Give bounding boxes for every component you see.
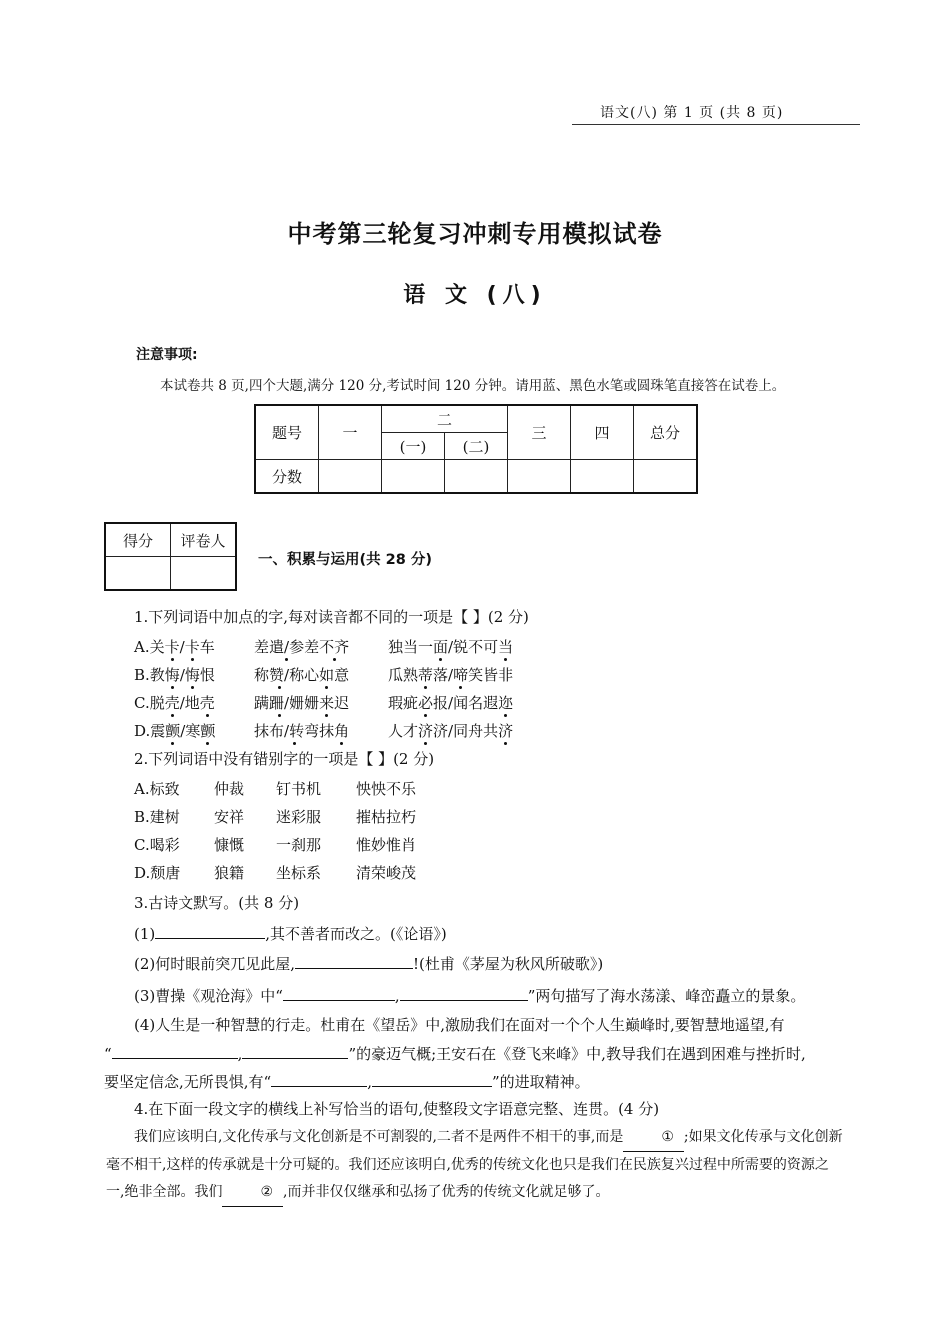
dotted-char: 啼 — [453, 666, 469, 684]
q1-option-c-group-2 — [254, 692, 349, 713]
q3-item-3-comma: , — [394, 987, 400, 1005]
option-text: 笑皆非 — [468, 666, 514, 684]
q3-item-4a: (4)人生是一种智慧的行走。杜甫在《望岳》中,激励我们在面对一个个人生巅峰时,要智慧地遥望,有 — [134, 1016, 785, 1034]
q1-option-a-group-1 — [134, 636, 215, 657]
dotted-char: 赞/ — [269, 666, 290, 684]
dotted-char: 悔 — [164, 666, 180, 684]
q1-option-d-group-2 — [254, 720, 349, 741]
q3-item-4-text-d: ”的豪迈气概;王安石在《登飞来峰》中,教导我们在遇到困难与挫折时, — [348, 1045, 806, 1063]
score-table-header-total: 总分 — [634, 405, 698, 460]
answer-blank[interactable] — [372, 1070, 492, 1087]
answer-blank[interactable] — [400, 984, 528, 1001]
q3-item-2-text-b: !(杜甫《茅屋为秋风所破歌》) — [413, 955, 604, 973]
q3-item-4-text-g: ”的进取精神。 — [492, 1073, 590, 1091]
option-text: C.脱 — [134, 694, 165, 712]
q1-option-d-group-3 — [388, 720, 513, 741]
score-cell[interactable] — [508, 460, 571, 494]
option-text: /寒 — [180, 722, 201, 740]
q2-option-a-word-2: 仲裁 — [214, 780, 245, 798]
option-text: 姗 — [289, 694, 305, 712]
grader-reviewer-cell[interactable] — [171, 557, 237, 591]
score-table-header-4: 四 — [571, 405, 634, 460]
q2-option-b-word-1: B.建树 — [134, 808, 180, 826]
q1-option-c-group-1 — [134, 692, 215, 713]
dotted-char: 遣/参 — [269, 638, 305, 656]
dotted-char: 迩 — [498, 694, 514, 712]
q2-option-d-word-2: 狼籍 — [214, 864, 245, 882]
notice-heading: 注意事项: — [136, 347, 198, 363]
q4-stem: 4.在下面一段文字的横线上补写恰当的语句,使整段文字语意完整、连贯。(4 分) — [134, 1100, 660, 1118]
answer-blank[interactable] — [112, 1042, 238, 1059]
option-text: 差 — [304, 638, 320, 656]
q2-option-b-word-4: 摧枯拉朽 — [356, 808, 417, 826]
option-text: B.教 — [134, 666, 165, 684]
option-text: 落/ — [433, 666, 454, 684]
header-rule — [572, 124, 860, 125]
notice-body: 本试卷共 8 页,四个大题,满分 120 分,考试时间 120 分钟。请用蓝、黑色水笔或圆珠笔直接答在试卷上。 — [160, 378, 786, 394]
option-text: 瑕疵 — [388, 694, 419, 712]
q1-option-b-group-2 — [254, 664, 349, 685]
dotted-char: 不齐 — [319, 638, 350, 656]
q2-option-b-word-2: 安祥 — [214, 808, 245, 826]
q4-blank-1[interactable]: ① — [623, 1124, 684, 1152]
dotted-char: 壳 — [199, 694, 215, 712]
score-cell[interactable] — [382, 460, 445, 494]
dotted-char: 跚/ — [269, 694, 290, 712]
q4-paragraph — [106, 1124, 846, 1207]
option-text: 抹 — [254, 722, 270, 740]
page-header: 语文(八) 第 1 页 (共 8 页) — [600, 105, 784, 121]
q1-option-a-group-3 — [388, 636, 513, 657]
q1-option-d-group-1 — [134, 720, 215, 741]
answer-blank[interactable] — [155, 922, 265, 939]
q1-option-c-group-3 — [388, 692, 513, 713]
q3-item-4-comma: , — [237, 1045, 243, 1063]
q4-text-3: ,而并非仅仅继承和弘扬了优秀的传统文化就足够了。 — [283, 1184, 610, 1200]
q3-item-2 — [134, 952, 603, 974]
q3-item-3-text-a: (3)曹操《观沧海》中“ — [134, 987, 283, 1005]
option-text: D.震 — [134, 722, 166, 740]
q1-option-b-group-1 — [134, 664, 215, 685]
answer-blank[interactable] — [295, 952, 413, 969]
dotted-char: 卡 — [184, 638, 200, 656]
option-text: 瓜熟 — [388, 666, 419, 684]
dotted-char: 颤 — [200, 722, 216, 740]
q2-option-a-word-4: 怏怏不乐 — [356, 780, 417, 798]
score-table-row-label: 分数 — [255, 460, 319, 494]
q2-option-c-word-1: C.喝彩 — [134, 836, 180, 854]
q3-stem: 3.古诗文默写。(共 8 分) — [134, 894, 300, 912]
q4-text-1: 我们应该明白,文化传承与文化创新是不可割裂的,二者不是两件不相干的事,而是 — [134, 1129, 624, 1145]
option-text: 差 — [254, 638, 270, 656]
q2-option-d-word-1: D.颓唐 — [134, 864, 181, 882]
answer-blank[interactable] — [242, 1042, 348, 1059]
option-text: 车 — [199, 638, 215, 656]
dotted-char: 心如意 — [304, 666, 350, 684]
q2-option-d-word-3: 坐标系 — [276, 864, 322, 882]
quote-open: “ — [104, 1045, 112, 1063]
score-table-header-2b: (二) — [445, 433, 508, 460]
q3-item-1-number: (1) — [134, 925, 156, 943]
score-table-header-3: 三 — [508, 405, 571, 460]
answer-blank[interactable] — [271, 1070, 367, 1087]
q4-blank-2[interactable]: ② — [222, 1179, 283, 1207]
option-text: A.关 — [134, 638, 165, 656]
q3-item-3 — [134, 984, 805, 1006]
grader-score-cell[interactable] — [105, 557, 171, 591]
q3-item-2-text-a: (2)何时眼前突兀见此屋, — [134, 955, 296, 973]
score-cell[interactable] — [445, 460, 508, 494]
q2-option-c-word-3: 一刹那 — [276, 836, 322, 854]
dotted-char: 角 — [334, 722, 350, 740]
grader-reviewer-label: 评卷人 — [171, 523, 237, 557]
section-1-title: 一、积累与运用(共 28 分) — [258, 552, 433, 568]
option-text: 称 — [254, 666, 270, 684]
q2-option-a-word-1: A.标致 — [134, 780, 180, 798]
option-text: / — [179, 666, 185, 684]
score-table — [254, 404, 698, 494]
option-text: 称 — [289, 666, 305, 684]
score-table-header-1: 一 — [319, 405, 382, 460]
dotted-char: 姗来迟 — [304, 694, 350, 712]
q2-option-a-word-3: 钉书机 — [276, 780, 322, 798]
dotted-char: 必 — [418, 694, 434, 712]
dotted-char: 颤 — [165, 722, 181, 740]
option-text: /锐不可 — [448, 638, 499, 656]
score-table-header-num: 题号 — [255, 405, 319, 460]
q2-option-b-word-3: 迷彩服 — [276, 808, 322, 826]
dotted-char: 悔 — [184, 666, 200, 684]
option-text: /地 — [179, 694, 200, 712]
option-text: 报/闻名遐 — [433, 694, 499, 712]
q3-item-3-text-c: ”两句描写了海水荡漾、峰峦矗立的景象。 — [527, 987, 806, 1005]
dotted-char: 布/转弯 — [269, 722, 320, 740]
score-cell[interactable] — [319, 460, 382, 494]
q2-option-c-word-4: 惟妙惟肖 — [356, 836, 417, 854]
q2-option-d-word-4: 清荣峻茂 — [356, 864, 417, 882]
dotted-char: 壳 — [164, 694, 180, 712]
dotted-char: 济 — [498, 722, 514, 740]
q1-option-b-group-3 — [388, 664, 513, 685]
exam-subtitle: 语 文 (八) — [403, 283, 547, 308]
q3-item-4c — [104, 1070, 590, 1092]
q3-item-4-comma-2: , — [367, 1073, 372, 1091]
q3-item-1 — [134, 922, 447, 944]
grader-table — [104, 522, 237, 591]
grader-score-label: 得分 — [105, 523, 171, 557]
q3-item-4b — [104, 1042, 806, 1064]
q2-stem: 2.下列词语中没有错别字的一项是【 】(2 分) — [134, 750, 435, 768]
score-table-header-2: 二 — [382, 405, 508, 433]
q1-stem: 1.下列词语中加点的字,每对读音都不同的一项是【 】(2 分) — [134, 608, 529, 626]
q3-item-4-text-e: 要坚定信念,无所畏惧,有“ — [104, 1073, 272, 1091]
dotted-char: 卡 — [164, 638, 180, 656]
dotted-char: 当 — [498, 638, 514, 656]
option-text: / — [179, 638, 185, 656]
exam-title: 中考第三轮复习冲刺专用模拟试卷 — [287, 220, 663, 248]
score-table-header-2a: (一) — [382, 433, 445, 460]
option-text: 独当一 — [388, 638, 434, 656]
option-text: 济/同舟共 — [433, 722, 499, 740]
score-cell[interactable] — [634, 460, 698, 494]
dotted-char: 济 — [418, 722, 434, 740]
score-cell[interactable] — [571, 460, 634, 494]
q2-option-c-word-2: 慷慨 — [214, 836, 245, 854]
dotted-char: 面 — [433, 638, 449, 656]
dotted-char: 蒂 — [418, 666, 434, 684]
option-text: 蹒 — [254, 694, 270, 712]
q1-option-a-group-2 — [254, 636, 349, 657]
q3-item-1-text: ,其不善者而改之。(《论语》) — [265, 925, 447, 943]
option-text: 人才 — [388, 722, 419, 740]
option-text: 恨 — [199, 666, 215, 684]
answer-blank[interactable] — [283, 984, 395, 1001]
option-text: 抹 — [319, 722, 335, 740]
q4-text-2: ;如果文化传承与文化创新毫不相干,这样的传承就是十分可疑的。我们还应该明白,优秀的传统文化也只是我们在民族复兴过程中所需要的资源之一,绝非全部。我们 — [106, 1129, 843, 1200]
